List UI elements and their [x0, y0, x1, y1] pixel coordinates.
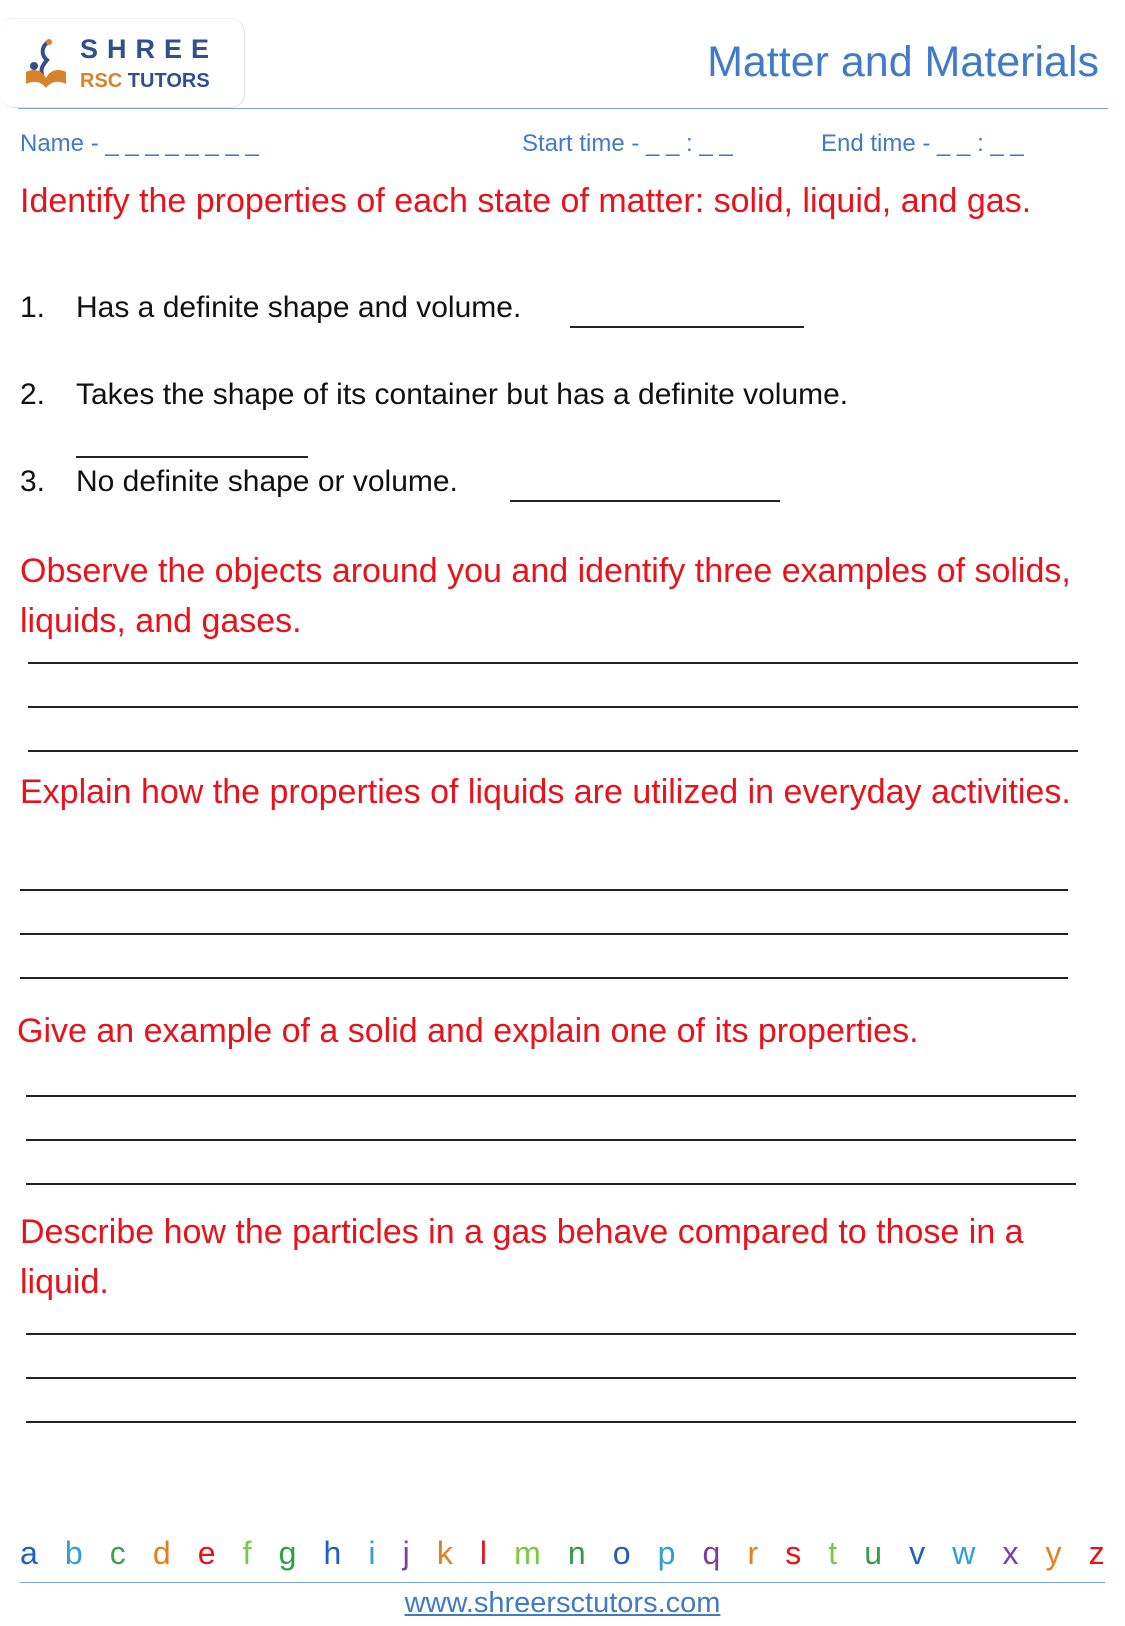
- answer-line[interactable]: [26, 1333, 1076, 1335]
- item-2: [20, 378, 848, 412]
- alphabet-letter-q: q: [702, 1535, 721, 1571]
- header-divider: [18, 108, 1108, 109]
- question-1: Identify the properties of each state of matter: solid, liquid, and gas.: [20, 182, 1032, 220]
- alphabet-letter-r: r: [747, 1535, 759, 1571]
- page-title: Matter and Materials: [707, 38, 1099, 86]
- alphabet-letter-g: g: [278, 1535, 297, 1571]
- answer-line[interactable]: [26, 1095, 1076, 1097]
- alphabet-letter-b: b: [64, 1535, 83, 1571]
- alphabet-letter-a: a: [20, 1535, 38, 1571]
- item-3: [20, 465, 458, 499]
- question-5: Describe how the particles in a gas behave compared to those in a liquid.: [20, 1213, 1024, 1301]
- end-time-field: End time - _ _ : _ _: [821, 130, 1024, 157]
- alphabet-letter-k: k: [436, 1535, 453, 1571]
- alphabet-letter-m: m: [514, 1535, 541, 1571]
- answer-line[interactable]: [20, 889, 1068, 891]
- alphabet-letter-e: e: [197, 1535, 216, 1571]
- answer-line[interactable]: [26, 1139, 1076, 1141]
- item-2-text: Takes the shape of its container but has a definite volume.: [76, 378, 849, 411]
- answer-line[interactable]: [20, 977, 1068, 979]
- alphabet-letter-p: p: [657, 1535, 676, 1571]
- answer-line[interactable]: [20, 933, 1068, 935]
- logo-icon: [22, 38, 70, 90]
- alphabet-letter-l: l: [479, 1535, 488, 1571]
- question-2: Observe the objects around you and identify three examples of solids, liquids, and gases.: [20, 552, 1071, 640]
- answer-line[interactable]: [28, 750, 1078, 752]
- alphabet-letter-z: z: [1088, 1535, 1105, 1571]
- alphabet-letter-d: d: [152, 1535, 171, 1571]
- answer-line[interactable]: [26, 1183, 1076, 1185]
- footer-divider: [20, 1582, 1105, 1583]
- item-3-text: No definite shape or volume.: [76, 465, 458, 498]
- item-1-answer-line[interactable]: [570, 326, 804, 328]
- alphabet-letter-v: v: [909, 1535, 926, 1571]
- alphabet-strip: [20, 1535, 1105, 1572]
- name-field: Name - _ _ _ _ _ _ _ _: [20, 130, 259, 157]
- answer-line[interactable]: [26, 1421, 1076, 1423]
- logo-rsc: RSC: [80, 70, 123, 92]
- alphabet-letter-s: s: [785, 1535, 802, 1571]
- answer-line[interactable]: [28, 706, 1078, 708]
- alphabet-letter-h: h: [323, 1535, 342, 1571]
- footer-url-link[interactable]: www.shreersctutors.com: [404, 1587, 721, 1619]
- alphabet-letter-y: y: [1045, 1535, 1062, 1571]
- answer-line[interactable]: [28, 662, 1078, 664]
- start-time-field: Start time - _ _ : _ _: [522, 130, 733, 157]
- alphabet-letter-n: n: [567, 1535, 586, 1571]
- logo-brand-bottom: [80, 70, 210, 93]
- question-4: Give an example of a solid and explain one of its properties.: [17, 1012, 919, 1050]
- alphabet-letter-f: f: [242, 1535, 252, 1571]
- answer-line[interactable]: [26, 1377, 1076, 1379]
- item-2-number: 2.: [20, 378, 46, 411]
- item-1-number: 1.: [20, 291, 46, 324]
- alphabet-letter-x: x: [1002, 1535, 1019, 1571]
- logo-brand-top: SHREE: [80, 34, 219, 64]
- alphabet-letter-i: i: [368, 1535, 376, 1571]
- alphabet-letter-c: c: [109, 1535, 126, 1571]
- item-1: [20, 291, 521, 325]
- alphabet-letter-j: j: [402, 1535, 410, 1571]
- alphabet-letter-t: t: [828, 1535, 838, 1571]
- question-3: Explain how the properties of liquids are utilized in everyday activities.: [20, 773, 1071, 811]
- item-3-answer-line[interactable]: [510, 500, 780, 502]
- alphabet-letter-w: w: [952, 1535, 976, 1571]
- item-2-answer-line[interactable]: [76, 456, 308, 458]
- logo-tutors: TUTORS: [127, 70, 210, 92]
- item-1-text: Has a definite shape and volume.: [76, 291, 522, 324]
- alphabet-letter-o: o: [612, 1535, 631, 1571]
- item-3-number: 3.: [20, 465, 46, 498]
- alphabet-letter-u: u: [864, 1535, 883, 1571]
